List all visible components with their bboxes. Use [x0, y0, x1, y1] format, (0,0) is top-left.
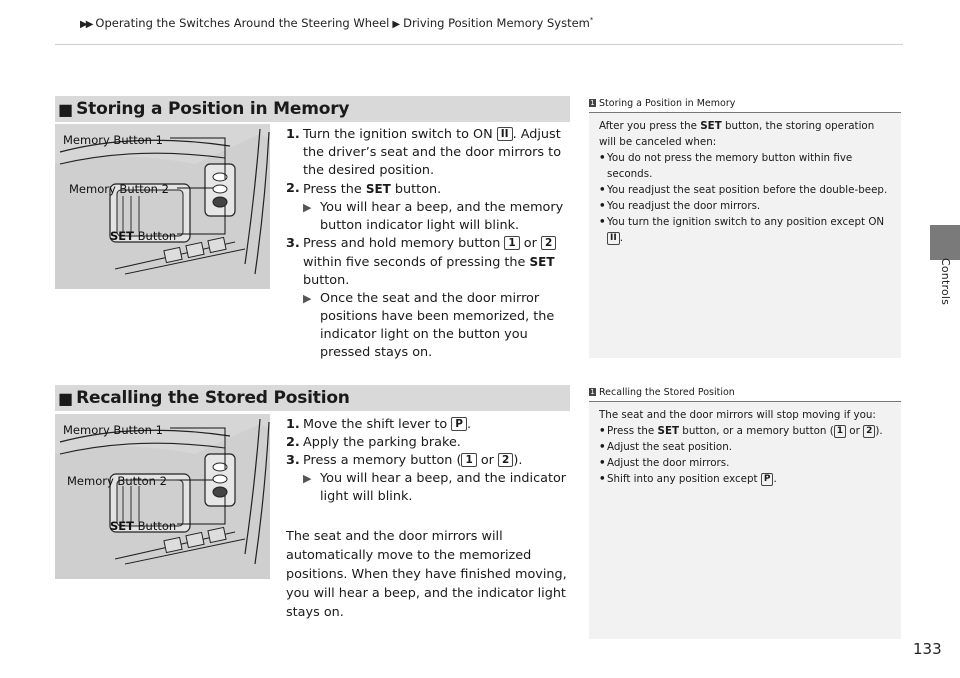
step-text: button. — [390, 182, 442, 197]
step-number: 1. — [286, 417, 300, 432]
chapter-label: Controls — [939, 258, 952, 306]
set-button-callout — [110, 519, 176, 533]
bullet-text: Adjust the door mirrors. — [607, 457, 730, 469]
bullet-text: You readjust the door mirrors. — [607, 200, 761, 212]
step-text: Press and hold memory button — [303, 236, 505, 251]
door-panel-drawing — [55, 414, 270, 579]
recalling-paragraph: The seat and the door mirrors will automatically move to the memorized positions. When they have finished moving, you will hear a beep, and the indicator light stays on. — [286, 529, 567, 620]
step-text: or — [519, 236, 541, 251]
memory-button-1-callout: Memory Button 1 — [63, 423, 163, 437]
note-marker-icon: 1 — [590, 99, 595, 107]
set-label: SET — [529, 255, 555, 269]
step-text: Press a memory button ( — [303, 453, 462, 468]
bullet-dot: • — [599, 425, 606, 437]
step-text: ). — [513, 453, 523, 468]
set-label: SET — [700, 120, 722, 132]
step-text: button. — [303, 273, 350, 288]
bullet-text: Adjust the seat position. — [607, 441, 733, 453]
bullet-text: You turn the ignition switch to any position except ON — [607, 216, 885, 228]
storing-step-3-result — [286, 290, 570, 362]
step-text: Turn the ignition switch to ON — [303, 127, 497, 142]
result-text: You will hear a beep, and the indicator light will blink. — [320, 471, 567, 504]
step-text: . — [466, 417, 472, 432]
square-bullet-icon: ■ — [58, 99, 74, 119]
bullet-text: You do not press the memory button within five seconds. — [607, 152, 853, 180]
memory-1-key: 1 — [504, 236, 519, 250]
step-text: within five seconds of pressing the — [303, 255, 530, 270]
step-number: 1. — [286, 127, 300, 142]
recalling-note-header — [589, 385, 901, 402]
result-line — [303, 470, 570, 506]
note-bullet — [599, 214, 891, 246]
memory-1-key: 1 — [834, 425, 846, 438]
step-number: 2. — [286, 435, 300, 450]
step-text: Move the shift lever to — [303, 417, 452, 432]
memory-button-1-callout: Memory Button 1 — [63, 133, 163, 147]
bullet-dot: • — [599, 184, 606, 196]
step-text: Apply the parking brake. — [303, 435, 461, 450]
set-label: SET — [365, 182, 391, 196]
note-bullet — [599, 198, 891, 214]
recalling-note-intro: The seat and the door mirrors will stop moving if you: — [599, 409, 876, 421]
memory-2-key: 2 — [863, 425, 875, 438]
breadcrumb — [80, 16, 593, 30]
page-number: 133 — [913, 640, 942, 658]
result-text: Once the seat and the door mirror positions have been memorized, the indicator light on the button you pressed stays on. — [320, 291, 555, 360]
recalling-steps — [286, 416, 570, 506]
result-line — [303, 199, 570, 235]
footnote-mark: * — [589, 16, 594, 25]
storing-steps — [286, 126, 570, 362]
note-bullet — [599, 182, 891, 198]
recalling-section-heading — [55, 385, 570, 411]
bullet-text: ). — [875, 425, 883, 437]
bullet-text: Press the — [607, 425, 658, 437]
button-word: Button — [133, 229, 177, 243]
park-key: P — [451, 417, 467, 431]
memory-button-2-callout: Memory Button 2 — [69, 182, 169, 196]
note-bullet — [599, 439, 891, 455]
bullet-dot: • — [599, 441, 606, 453]
result-text: You will hear a beep, and the memory button indicator light will blink. — [320, 200, 564, 233]
recalling-note-title: Recalling the Stored Position — [599, 387, 735, 398]
memory-button-2-callout: Memory Button 2 — [67, 474, 167, 488]
note-bullet — [599, 455, 891, 471]
header-divider — [55, 44, 903, 45]
bullet-dot: • — [599, 457, 606, 469]
set-label: SET — [110, 229, 134, 243]
bullet-text: button, or a memory button ( — [679, 425, 834, 437]
square-bullet-icon: ■ — [58, 388, 74, 408]
recalling-step-3 — [286, 452, 570, 470]
bullet-text: You readjust the seat position before the double-beep. — [607, 184, 888, 196]
bullet-text: Shift into any position except — [607, 473, 761, 485]
recalling-step-1 — [286, 416, 570, 434]
bullet-dot: • — [599, 473, 606, 485]
note-text: button, the storing operation will be canceled when: — [599, 120, 875, 148]
set-label: SET — [110, 519, 134, 533]
bullet-text: . — [773, 473, 777, 485]
bullet-dot: • — [599, 216, 606, 228]
storing-note-header — [589, 96, 901, 113]
recalling-step-3-result — [286, 470, 570, 506]
storing-step-2-result — [286, 199, 570, 235]
step-text: or — [476, 453, 499, 468]
recalling-door-panel-illustration — [55, 414, 270, 579]
double-arrow-icon: ▶▶ — [80, 19, 92, 30]
recalling-note-box — [589, 385, 901, 639]
recalling-section-title: Recalling the Stored Position — [76, 388, 350, 408]
set-button-callout — [110, 229, 176, 243]
storing-note-title: Storing a Position in Memory — [599, 98, 736, 109]
memory-2-key: 2 — [498, 453, 513, 467]
result-arrow-icon: ▶ — [303, 201, 312, 214]
storing-door-panel-illustration — [55, 124, 270, 289]
recalling-step-2 — [286, 434, 570, 452]
ignition-on-key: II — [497, 127, 513, 141]
storing-step-2 — [286, 180, 570, 199]
step-text: . Adjust the driver’s seat and the door mirrors to the desired position. — [303, 127, 562, 178]
park-key: P — [761, 473, 774, 486]
recalling-note-body — [589, 402, 901, 487]
breadcrumb-section: Operating the Switches Around the Steering Wheel — [95, 16, 390, 30]
storing-step-1 — [286, 126, 570, 180]
storing-section-heading — [55, 96, 570, 122]
note-bullet — [599, 150, 891, 182]
ignition-on-key: II — [607, 232, 620, 245]
result-arrow-icon: ▶ — [303, 292, 312, 305]
step-text: Press the — [303, 182, 366, 197]
result-line — [303, 290, 570, 362]
set-label: SET — [657, 425, 680, 437]
result-arrow-icon: ▶ — [303, 472, 312, 485]
step-number: 3. — [286, 236, 300, 251]
note-bullet — [599, 423, 891, 439]
bullet-text: or — [846, 425, 864, 437]
bullet-dot: • — [599, 152, 606, 164]
arrow-icon: ▶ — [392, 19, 401, 30]
step-number: 3. — [286, 453, 300, 468]
note-text: After you press the — [599, 120, 701, 132]
storing-note-body — [589, 113, 901, 246]
button-word: Button — [133, 519, 177, 533]
note-bullet — [599, 471, 891, 487]
storing-note-intro — [599, 118, 891, 150]
memory-1-key: 1 — [461, 453, 476, 467]
step-number: 2. — [286, 181, 300, 196]
storing-section-title: Storing a Position in Memory — [76, 99, 350, 119]
chapter-tab — [930, 225, 960, 260]
bullet-text: . — [619, 232, 623, 244]
storing-note-box — [589, 96, 901, 358]
door-panel-drawing — [55, 124, 270, 289]
memory-2-key: 2 — [541, 236, 556, 250]
storing-step-3 — [286, 235, 570, 290]
breadcrumb-page: Driving Position Memory System — [403, 16, 590, 30]
bullet-dot: • — [599, 200, 606, 212]
note-marker-icon: 1 — [590, 388, 595, 396]
